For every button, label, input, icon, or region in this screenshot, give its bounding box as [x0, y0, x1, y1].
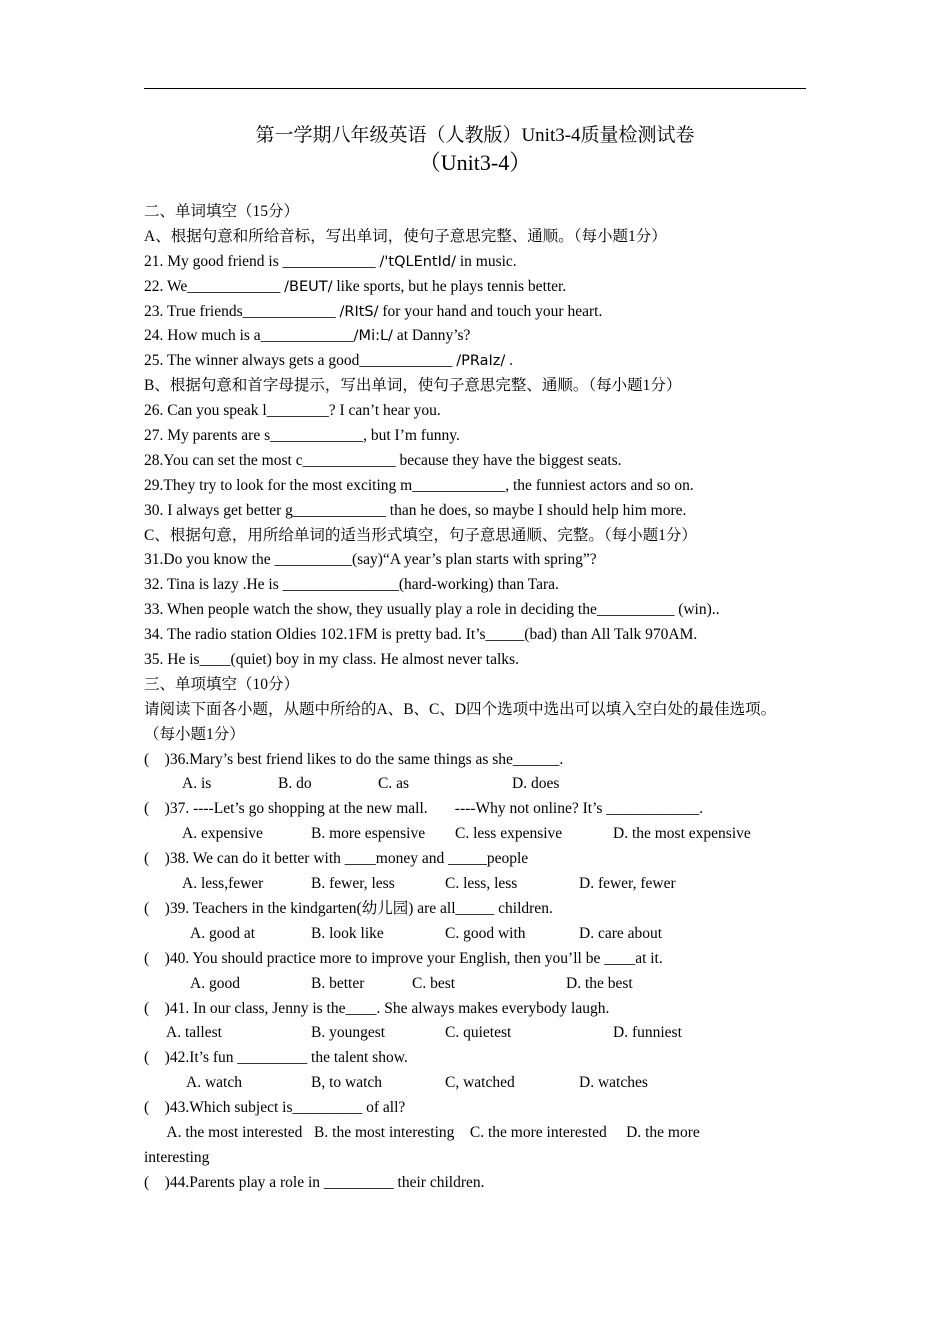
header-rule — [144, 88, 806, 89]
option-b: B. do — [278, 775, 312, 793]
question-line: 29.They try to look for the most exciting m____________, the funniest actors and so on. — [144, 476, 694, 494]
exam-body — [144, 200, 824, 1196]
question-text: 24. How much is a____________ — [144, 327, 354, 345]
option-b: B. more espensive — [311, 825, 426, 843]
option-c: C. as — [378, 775, 409, 793]
question-line: 请阅读下面各小题，从题中所给的A、B、C、D四个选项中选出可以填入空白处的最佳选项。 — [144, 700, 777, 718]
page-subtitle: （Unit3-4） — [418, 150, 532, 175]
question-text: 22. We____________ — [144, 277, 285, 295]
option-c: C. good with — [445, 924, 526, 942]
option-a: A. less,fewer — [182, 875, 264, 893]
option-a: A. watch — [186, 1074, 242, 1092]
option-row — [144, 872, 824, 897]
question-line: 31.Do you know the __________(say)“A year’s plan starts with spring”? — [144, 551, 597, 569]
phonetic-hint: /BEUT/ — [284, 278, 333, 295]
question-line: 33. When people watch the show, they usually play a role in deciding the__________ (win).. — [144, 601, 720, 619]
question-line: B、根据句意和首字母提示，写出单词，使句子意思完整、通顺。（每小题1分） — [144, 377, 682, 395]
option-c: C. best — [412, 974, 456, 992]
question-text: 21. My good friend is ____________ — [144, 252, 380, 270]
question-line: ( )38. We can do it better with ____money and _____people — [144, 850, 529, 868]
option-b: B. youngest — [311, 1024, 386, 1042]
question-text: at Danny’s? — [392, 327, 471, 345]
question-text: like sports, but he plays tennis better. — [332, 277, 567, 295]
question-text: 25. The winner always gets a good____________ — [144, 352, 457, 370]
option-row — [144, 1021, 824, 1046]
option-d: D. funniest — [613, 1024, 682, 1042]
question-line: （每小题1分） — [144, 725, 245, 743]
question-line: ( )39. Teachers in the kindgarten(幼儿园) are all_____ children. — [144, 899, 553, 917]
question-text: for your hand and touch your heart. — [378, 302, 603, 320]
section-heading: 三、单项填空（10分） — [144, 675, 300, 693]
question-line — [144, 275, 824, 300]
option-a: A. is — [182, 775, 212, 793]
question-line: ( )36.Mary’s best friend likes to do the same things as she______. — [144, 750, 564, 768]
option-c: C. quietest — [445, 1024, 512, 1042]
option-d: D. care about — [579, 924, 663, 942]
question-line: interesting — [144, 1148, 210, 1166]
option-row — [144, 1071, 824, 1096]
option-c: C, watched — [445, 1074, 515, 1092]
question-line: ( )42.It’s fun _________ the talent show. — [144, 1049, 408, 1067]
question-line: ( )40. You should practice more to improve your English, then you’ll be ____at it. — [144, 949, 663, 967]
option-a: A. tallest — [166, 1024, 222, 1042]
option-b: B. look like — [311, 924, 384, 942]
option-a: A. good at — [190, 924, 256, 942]
phonetic-hint: /'tQLEntId/ — [379, 253, 456, 270]
question-line: A. the most interested B. the most interesting C. the more interested D. the more — [144, 1123, 700, 1141]
question-line: 26. Can you speak l________? I can’t hear you. — [144, 402, 441, 420]
question-line — [144, 250, 824, 275]
question-line: A、根据句意和所给音标，写出单词，使句子意思完整、通顺。（每小题1分） — [144, 227, 667, 245]
option-c: C. less, less — [445, 875, 518, 893]
option-row — [144, 972, 824, 997]
question-text: . — [505, 352, 514, 370]
option-b: B, to watch — [311, 1074, 383, 1092]
section-heading: 二、单词填空（15分） — [144, 203, 300, 220]
option-d: D. watches — [579, 1074, 648, 1092]
option-a: A. expensive — [182, 825, 263, 843]
question-line: ( )43.Which subject is_________ of all? — [144, 1099, 406, 1117]
question-line: 30. I always get better g____________ than he does, so maybe I should help him more. — [144, 501, 687, 519]
phonetic-hint: /PRaIz/ — [456, 353, 506, 370]
question-line — [144, 324, 824, 349]
question-line: 27. My parents are s____________, but I’m funny. — [144, 427, 460, 445]
question-line — [144, 300, 824, 325]
option-d: D. the best — [566, 974, 633, 992]
question-line: 32. Tina is lazy .He is _______________(hard-working) than Tara. — [144, 576, 559, 594]
question-line — [144, 349, 824, 374]
option-b: B. fewer, less — [311, 875, 395, 893]
option-row — [144, 922, 824, 947]
question-line: ( )44.Parents play a role in _________ their children. — [144, 1173, 485, 1191]
option-row — [144, 772, 824, 797]
question-line: 35. He is____(quiet) boy in my class. He almost never talks. — [144, 651, 519, 669]
option-a: A. good — [190, 974, 240, 992]
question-text: 23. True friends____________ — [144, 302, 340, 320]
option-c: C. less expensive — [455, 825, 563, 843]
question-line: ( )41. In our class, Jenny is the____. She always makes everybody laugh. — [144, 999, 610, 1017]
option-row — [144, 822, 824, 847]
question-line: ( )37. ----Let’s go shopping at the new mall. ----Why not online? It’s ____________. — [144, 800, 704, 818]
option-b: B. better — [311, 974, 365, 992]
phonetic-hint: /RItS/ — [339, 303, 379, 320]
question-line: C、根据句意，用所给单词的适当形式填空，句子意思通顺、完整。（每小题1分） — [144, 526, 697, 544]
question-line: 28.You can set the most c____________ because they have the biggest seats. — [144, 451, 622, 469]
option-d: D. fewer, fewer — [579, 875, 676, 893]
phonetic-hint: /Mi:L/ — [353, 328, 393, 345]
option-d: D. the most expensive — [613, 825, 751, 843]
option-d: D. does — [512, 775, 560, 793]
question-text: in music. — [455, 252, 517, 270]
page-title: 第一学期八年级英语（人教版）Unit3-4质量检测试卷 — [255, 125, 695, 146]
question-line: 34. The radio station Oldies 102.1FM is pretty bad. It’s_____(bad) than All Talk 970AM. — [144, 626, 698, 644]
